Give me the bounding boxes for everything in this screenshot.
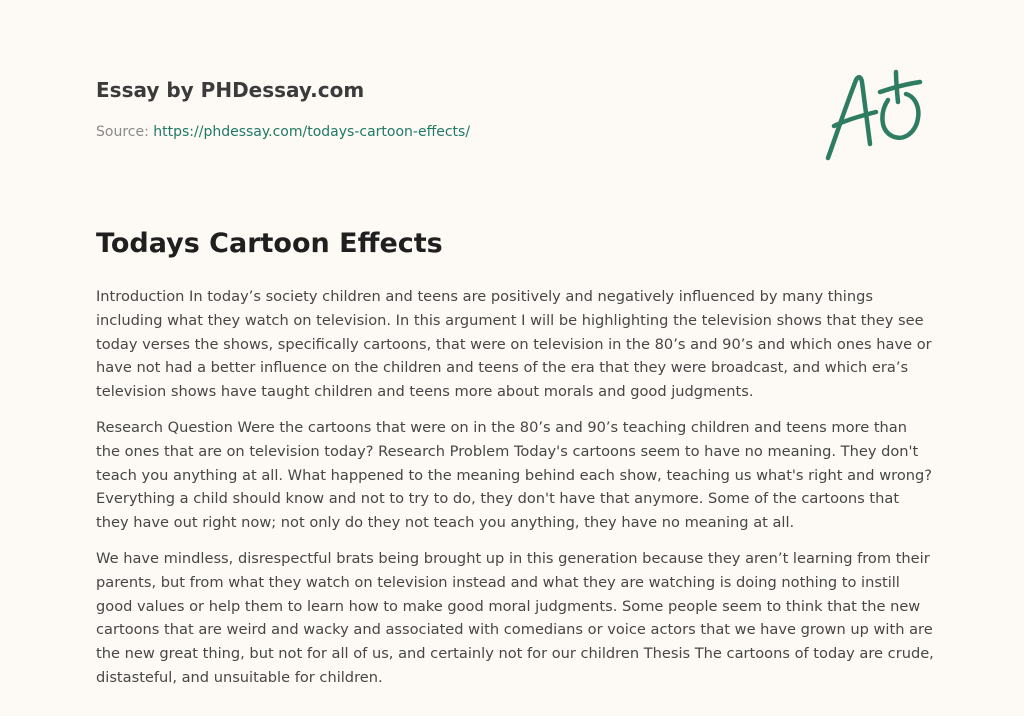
essay-paragraph: We have mindless, disrespectful brats being brought up in this generation because they aren’t learning from their parents, but from what they watch on television instead and what they are watching is doing nothing to instill good values or help them to learn how to make good moral judgments. Some people seem to think that the new cartoons that are weird and wacky and associated with comedians or voice actors that we have grown up with are the new great thing, but not for all of us, and certainly not for our children Thesis The cartoons of today are crude, distasteful, and unsuitable for children. — [96, 549, 934, 686]
page-header — [96, 76, 796, 142]
site-brand: Essay by PHDessay.com — [96, 78, 365, 102]
source-line — [96, 122, 796, 142]
essay-paragraph: Introduction In today’s society children and teens are positively and negatively influenced by many things including what they watch on television. In this argument I will be highlighting the television shows that they see today verses the shows, specifically cartoons, that were on television in the 80’s and 90’s and which ones have or have not had a better influence on the children and teens of the era that they were broadcast, and which era’s television shows have taught children and teens more about morals and good judgments. — [96, 288, 932, 401]
a-plus-grade-icon — [818, 66, 930, 166]
source-label: Source: — [96, 124, 149, 140]
essay-title: Todays Cartoon Effects — [96, 228, 443, 259]
source-link[interactable]: https://phdessay.com/todays-cartoon-effects/ — [153, 124, 471, 140]
essay-paragraph: Research Question Were the cartoons that were on in the 80’s and 90’s teaching children and teens more than the ones that are on television today? Research Problem Today's cartoons seem to have no meaning. They don't teach you anything at all. What happened to the meaning behind each show, teaching us what's right and wrong? Everything a child should know and not to try to do, they don't have that anymore. Some of the cartoons that they have out right now; not only do they not teach you anything, they have no meaning at all. — [96, 418, 933, 532]
essay-body — [96, 285, 934, 702]
